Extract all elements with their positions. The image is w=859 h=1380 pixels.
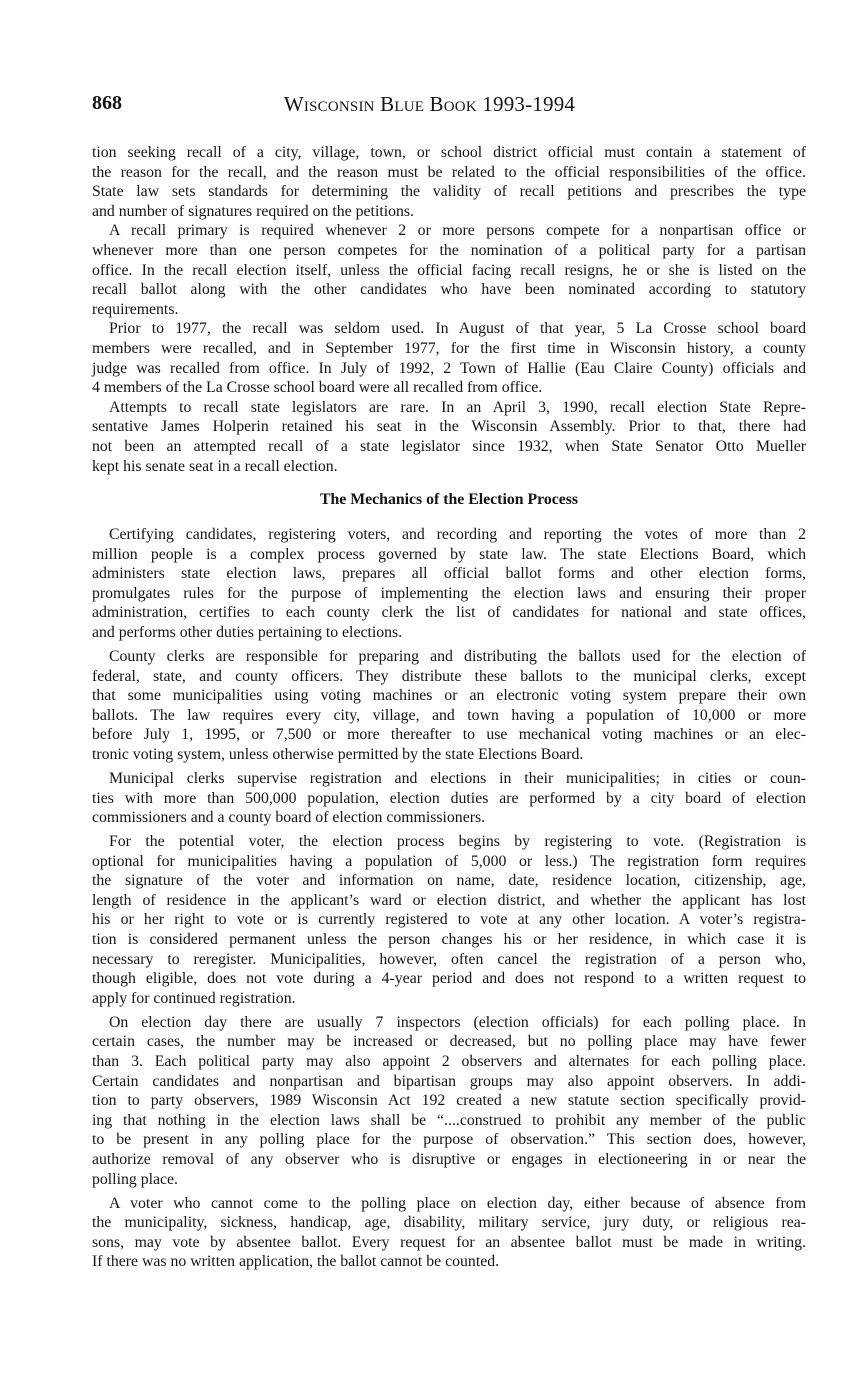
paragraph [92,1194,806,1272]
text-line: not been an attempted recall of a state legislator since 1932, when State Senator Otto Mueller [92,437,806,455]
text-line: For the potential voter, the election process begins by registering to vote. (Registration is [109,833,806,851]
text-line: whenever more than one person competes for the nomination of a political party for a partisan [92,241,806,259]
text-line: million people is a complex process governed by state law. The state Elections Board, which [92,545,806,563]
text-line: federal, state, and county officers. They distribute these ballots to the municipal clerks, except [92,667,806,685]
text-line: Certifying candidates, registering voters, and recording and reporting the votes of more than 2 [109,526,806,543]
text-line: office. In the recall election itself, unless the official facing recall resigns, he or she is listed on the [92,261,806,279]
text-line: and number of signatures required on the petitions. [92,202,415,220]
text-line: authorize removal of any observer who is disruptive or engages in electioneering in or near the [92,1150,806,1168]
section-heading: The Mechanics of the Election Process [319,491,579,508]
text-line: On election day there are usually 7 inspectors (election officials) for each polling place. In [109,1013,806,1031]
text-line: length of residence in the applicant’s ward or election district, and whether the applicant has lost [92,891,806,909]
text-line: his or her right to vote or is currently registered to vote at any other location. A voter’s registra- [92,911,806,929]
text-line: Attempts to recall state legislators are rare. In an April 3, 1990, recall election State Repre- [109,398,806,416]
paragraph [92,832,806,1008]
running-title: Wisconsin Blue Book 1993-1994 [283,92,576,116]
text-line: administration, certifies to each county clerk the list of candidates for national and state offices, [92,604,806,622]
text-line: sons, may vote by absentee ballot. Every request for an absentee ballot must be made in writing. [92,1233,806,1251]
text-line: optional for municipalities having a population of 5,000 or less.) The registration form requires [92,852,806,870]
text-line: promulgates rules for the purpose of implementing the election laws and ensuring their proper [92,584,806,602]
text-line: judge was recalled from office. In July of 1992, 2 Town of Hallie (Eau Claire County) officials and [92,359,806,377]
text-line: to be present in any polling place for the purpose of observation.” This section does, however, [92,1131,806,1149]
paragraph [92,647,806,765]
text-line: Prior to 1977, the recall was seldom used. In August of that year, 5 La Crosse school board [109,320,806,338]
text-line: and performs other duties pertaining to elections. [92,623,403,641]
text-line: before July 1, 1995, or 7,500 or more thereafter to use mechanical voting machines or an elec- [92,726,806,744]
text-line: apply for continued registration. [92,989,296,1007]
text-line: requirements. [92,300,179,318]
text-line: commissioners and a county board of election commissioners. [92,809,486,827]
text-line: ing that nothing in the election laws shall be “....construed to prohibit any member of the public [92,1111,806,1129]
text-line: recall ballot along with the other candidates who have been nominated according to statutory [92,281,806,299]
text-line: tion to party observers, 1989 Wisconsin Act 192 created a new statute section specifically provid- [92,1092,806,1110]
paragraph [92,398,806,476]
paragraph [92,1013,806,1189]
text-line: that some municipalities using voting machines or an electronic voting system prepare their own [92,687,806,705]
text-line: necessary to reregister. Municipalities, however, often cancel the registration of a person who, [92,950,806,968]
text-line: polling place. [92,1170,178,1188]
section-election-mechanics [92,489,806,1272]
text-line: 4 members of the La Crosse school board were all recalled from office. [92,379,543,397]
paragraph [92,769,806,828]
paragraph [92,221,806,319]
text-line: certain cases, the number may be increased or decreased, but no polling place may have fewer [92,1033,806,1051]
text-line: If there was no written application, the ballot cannot be counted. [92,1253,500,1271]
text-line: Certain candidates and nonpartisan and bipartisan groups may also appoint observers. In addi- [92,1072,806,1090]
paragraph [92,319,806,397]
text-line: though eligible, does not vote during a 4-year period and does not respond to a written request to [92,970,806,988]
text-line: ballots. The law requires every city, village, and town having a population of 10,000 or more [92,706,806,724]
text-line: tronic voting system, unless otherwise permitted by the state Elections Board. [92,745,584,763]
text-line: tion seeking recall of a city, village, town, or school district official must contain a statement of [92,144,806,161]
text-line: the signature of the voter and information on name, date, residence location, citizenship, age, [92,872,806,890]
section-recall [92,143,806,476]
text-line: State law sets standards for determining the validity of recall petitions and prescribes the type [92,183,806,201]
text-line: sentative James Holperin retained his seat in the Wisconsin Assembly. Prior to that, there had [92,418,806,436]
text-line: than 3. Each political party may also appoint 2 observers and alternates for each polling place. [92,1053,806,1070]
paragraph [92,143,806,221]
paragraph [92,525,806,643]
text-line: tion is considered permanent unless the person changes his or her residence, in which case it is [92,931,806,949]
text-line: administers state election laws, prepares all official ballot forms and other election forms, [92,565,806,583]
text-line: A voter who cannot come to the polling place on election day, either because of absence from [109,1194,806,1212]
text-line: Municipal clerks supervise registration and elections in their municipalities; in cities or coun- [109,769,806,787]
text-line: ties with more than 500,000 population, election duties are performed by a city board of election [92,789,806,807]
text-line: County clerks are responsible for preparing and distributing the ballots used for the election of [109,647,806,665]
text-line: the reason for the recall, and the reason must be related to the official responsibilities of the office. [92,163,806,181]
text-line: kept his senate seat in a recall election. [92,457,338,475]
text-line: members were recalled, and in September 1977, for the first time in Wisconsin history, a county [92,339,806,357]
text-line: A recall primary is required whenever 2 or more persons compete for a nonpartisan office or [109,222,806,240]
text-line: the municipality, sickness, handicap, age, disability, military service, jury duty, or religious rea- [92,1214,806,1232]
page-number: 868 [92,92,122,114]
